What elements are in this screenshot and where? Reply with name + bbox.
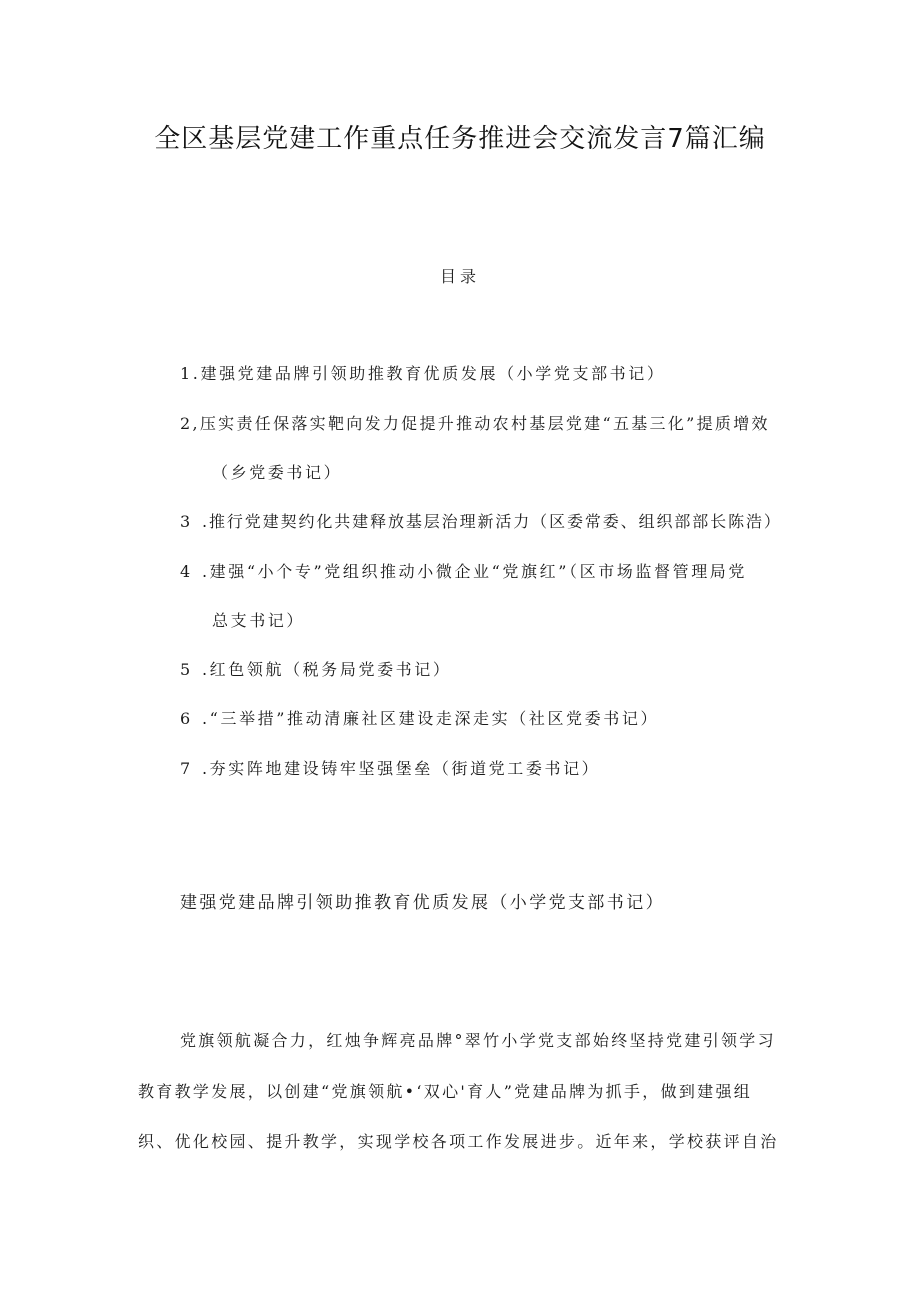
toc-item-text: .“三举措”推动清廉社区建设走深走实（社区党委书记） <box>202 709 660 728</box>
toc-item-text: .推行党建契约化共建释放基层治理新活力（区委常委、组织部部长陈浩） <box>202 512 782 531</box>
section-title: 建强党建品牌引领助推教育优质发展（小学党支部书记） <box>180 893 665 913</box>
toc-item-5 <box>180 657 452 680</box>
toc-item-number: 6 <box>180 709 193 728</box>
toc-item-text: 建强党建品牌引领助推教育优质发展（小学党支部书记） <box>200 364 666 383</box>
toc-item-number: 4 <box>180 562 193 581</box>
toc-item-text: .夯实阵地建设铸牢坚强堡垒（街道党工委书记） <box>202 759 601 778</box>
toc-item-2-continuation: （乡党委书记） <box>212 463 343 482</box>
paragraph-line: 党旗领航凝合力，红烛争辉亮品牌°翠竹小学党支部始终坚持党建引领学习 <box>180 1031 776 1050</box>
toc-item-number: 2, <box>180 414 200 433</box>
toc-item-7 <box>180 756 600 779</box>
document-title: 全区基层党建工作重点任务推进会交流发言7篇汇编 <box>154 124 766 154</box>
toc-item-number: 1. <box>180 364 201 383</box>
toc-item-4-continuation: 总支书记） <box>212 611 306 630</box>
toc-item-1 <box>180 361 665 384</box>
toc-item-number: 7 <box>180 759 193 778</box>
toc-item-2 <box>180 411 770 434</box>
toc-item-number: 3 <box>180 512 193 531</box>
toc-item-number: 5 <box>180 660 193 679</box>
toc-heading: 目录 <box>439 267 480 286</box>
toc-item-3 <box>180 509 782 532</box>
paragraph-line: 教育教学发展，以创建“党旗领航•‘双心'育人”党建品牌为抓手，做到建强组 <box>138 1082 753 1101</box>
toc-item-6 <box>180 706 659 729</box>
paragraph-line: 织、优化校园、提升教学，实现学校各项工作发展进步。近年来，学校获评自治 <box>138 1132 779 1151</box>
toc-item-text: 压实责任保落实靶向发力促提升推动农村基层党建“五基三化”提质增效 <box>199 414 770 433</box>
toc-item-text: .红色领航（税务局党委书记） <box>202 660 452 679</box>
toc-item-4 <box>180 559 747 582</box>
toc-item-text: .建强“小个专”党组织推动小微企业“党旗红”（区市场监督管理局党 <box>202 562 748 581</box>
